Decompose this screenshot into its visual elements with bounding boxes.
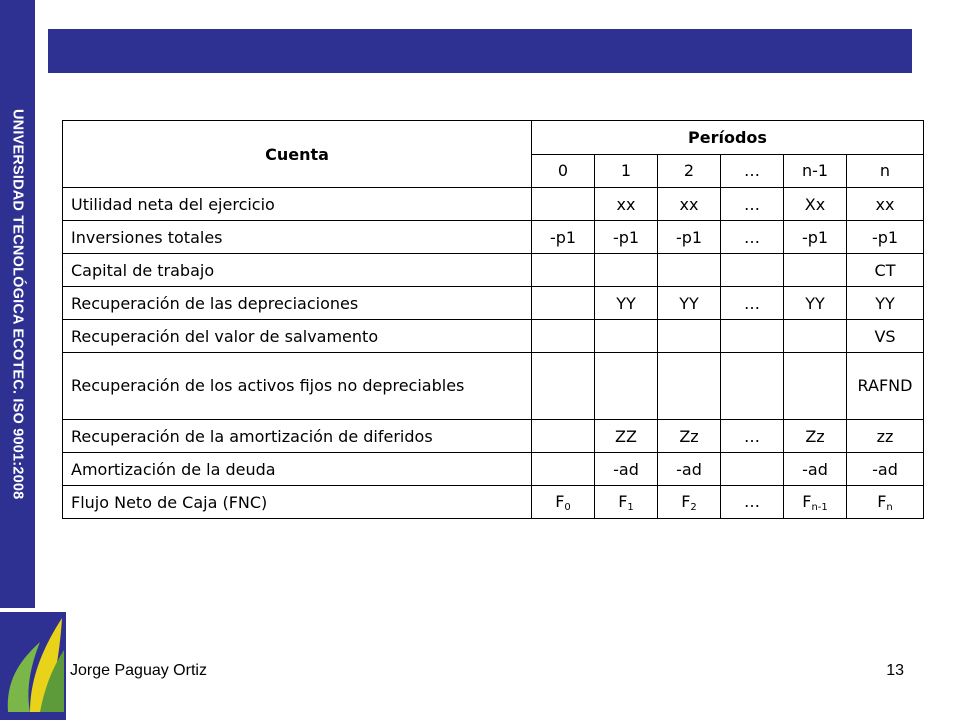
table-cell: zz xyxy=(847,420,924,453)
period-label: n-1 xyxy=(784,154,847,188)
fnc-cell xyxy=(784,486,847,519)
table-cell xyxy=(784,320,847,353)
fnc-base: F xyxy=(802,491,812,511)
table-cell: Zz xyxy=(658,420,721,453)
fnc-base: F xyxy=(681,491,691,511)
fnc-cell xyxy=(595,486,658,519)
period-label: n xyxy=(847,154,924,188)
account-label: Recuperación del valor de salvamento xyxy=(63,320,532,353)
fnc-subscript: 2 xyxy=(690,501,697,513)
table-cell: Zz xyxy=(784,420,847,453)
table-cell xyxy=(658,254,721,287)
table-cell xyxy=(721,320,784,353)
account-label: Recuperación de las depreciaciones xyxy=(63,287,532,320)
fnc-subscript: 1 xyxy=(627,501,634,513)
table-row xyxy=(63,254,924,287)
fnc-cell xyxy=(532,486,595,519)
account-label: Utilidad neta del ejercicio xyxy=(63,188,532,221)
table-cell: … xyxy=(721,287,784,320)
table-row xyxy=(63,320,924,353)
table-cell xyxy=(721,353,784,420)
period-label: 0 xyxy=(532,154,595,188)
table-cell: -p1 xyxy=(595,221,658,254)
table-cell: -p1 xyxy=(847,221,924,254)
table-row xyxy=(63,188,924,221)
table-cell: ZZ xyxy=(595,420,658,453)
fnc-cell xyxy=(721,486,784,519)
table-cell: RAFND xyxy=(847,353,924,420)
fnc-subscript: 0 xyxy=(564,501,571,513)
table-row xyxy=(63,420,924,453)
account-label: Amortización de la deuda xyxy=(63,453,532,486)
table-cell xyxy=(532,353,595,420)
table-cell: xx xyxy=(847,188,924,221)
table-cell: xx xyxy=(595,188,658,221)
table-cell xyxy=(532,420,595,453)
table-cell: -ad xyxy=(658,453,721,486)
side-bar xyxy=(0,0,35,608)
fnc-base: F xyxy=(618,491,628,511)
table-cell xyxy=(532,254,595,287)
account-label: Recuperación de los activos fijos no depreciables xyxy=(63,353,532,420)
period-label: … xyxy=(721,154,784,188)
table-cell: YY xyxy=(595,287,658,320)
period-label: 2 xyxy=(658,154,721,188)
header-cuenta: Cuenta xyxy=(63,121,532,188)
table-header-row xyxy=(63,121,924,155)
page-number: 13 xyxy=(886,662,904,679)
fnc-subscript: n-1 xyxy=(811,501,828,513)
table-cell: YY xyxy=(784,287,847,320)
table-cell xyxy=(595,353,658,420)
title-bar xyxy=(48,29,912,73)
table-cell: YY xyxy=(847,287,924,320)
fnc-base: F xyxy=(877,491,887,511)
table-cell xyxy=(532,453,595,486)
account-label: Capital de trabajo xyxy=(63,254,532,287)
table-cell xyxy=(658,353,721,420)
table-cell xyxy=(721,453,784,486)
table-cell xyxy=(595,254,658,287)
header-periodos: Períodos xyxy=(532,121,924,155)
table-cell xyxy=(721,254,784,287)
fnc-base: … xyxy=(744,491,760,511)
table-cell: xx xyxy=(658,188,721,221)
table-cell: … xyxy=(721,188,784,221)
table-cell: Xx xyxy=(784,188,847,221)
table-cell: … xyxy=(721,420,784,453)
fnc-subscript: n xyxy=(886,501,893,513)
account-label: Inversiones totales xyxy=(63,221,532,254)
table-cell xyxy=(784,353,847,420)
university-logo-icon xyxy=(0,612,66,720)
fnc-row xyxy=(63,486,924,519)
table-row xyxy=(63,221,924,254)
table-cell xyxy=(595,320,658,353)
table-cell: -ad xyxy=(847,453,924,486)
fnc-cell xyxy=(847,486,924,519)
table-cell: -ad xyxy=(595,453,658,486)
table-cell: YY xyxy=(658,287,721,320)
table-cell xyxy=(532,188,595,221)
university-banner-text: UNIVERSIDAD TECNOLÓGICA ECOTEC. ISO 9001:2008 xyxy=(9,108,26,500)
table-cell: -p1 xyxy=(784,221,847,254)
table-cell xyxy=(532,287,595,320)
account-label: Recuperación de la amortización de diferidos xyxy=(63,420,532,453)
table-cell: VS xyxy=(847,320,924,353)
table-cell: -p1 xyxy=(658,221,721,254)
table-row xyxy=(63,287,924,320)
account-label: Flujo Neto de Caja (FNC) xyxy=(63,486,532,519)
footer-author: Jorge Paguay Ortiz xyxy=(70,662,207,679)
table-cell: … xyxy=(721,221,784,254)
table-cell: -p1 xyxy=(532,221,595,254)
fnc-base: F xyxy=(555,491,565,511)
table-cell: CT xyxy=(847,254,924,287)
table-cell xyxy=(784,254,847,287)
table-cell: -ad xyxy=(784,453,847,486)
table-row xyxy=(63,353,924,420)
table-cell xyxy=(532,320,595,353)
period-label: 1 xyxy=(595,154,658,188)
table-row xyxy=(63,453,924,486)
cash-flow-table xyxy=(62,120,924,519)
fnc-cell xyxy=(658,486,721,519)
table-cell xyxy=(658,320,721,353)
